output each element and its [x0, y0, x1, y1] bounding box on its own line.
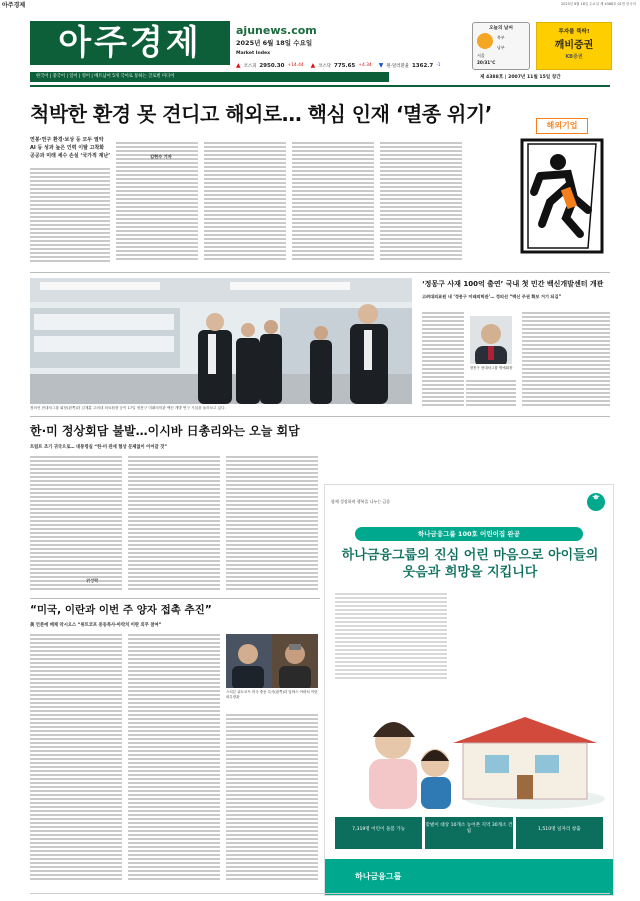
- hana-ad-body: [335, 591, 447, 681]
- weather-temp: 20/31°C: [477, 60, 496, 65]
- divider: [30, 85, 610, 87]
- down-arrow-icon: ▼: [378, 62, 384, 69]
- main-article-col-3: [204, 140, 286, 262]
- divider: [30, 272, 610, 273]
- summit-byline: 위성락: [86, 578, 99, 583]
- up-arrow-icon: ▲: [310, 62, 316, 69]
- subhead-3: 공공과 미래 세수 손실 ‘국가적 재난’: [30, 153, 111, 159]
- iran-article-col-2: [128, 632, 220, 882]
- hana-ad-stats: [335, 817, 603, 849]
- subhead-1: 연봉·연구 환경·보상 등 모두 열악: [30, 137, 104, 143]
- main-article-col-4: [292, 140, 374, 262]
- person-caption: 정몽구 현대차그룹 명예회장: [469, 366, 513, 370]
- weather-north: 북부: [497, 35, 505, 40]
- overseas-tag: 해외기업: [536, 118, 588, 134]
- weather-south: 남부: [497, 45, 505, 50]
- hana-logo-icon: ᄒ: [587, 493, 605, 511]
- site-url[interactable]: ajunews.com: [236, 24, 317, 37]
- topbar-date: 2025년 6월 18일 수요일 제 4388호 01면 한국어: [561, 2, 636, 6]
- issue-date: 2025년 6월 18일 수요일: [236, 39, 313, 47]
- hana-ad-tag: 함께 성장하며 행복을 나누는 금융: [331, 499, 391, 504]
- summit-subhead: 트럼프 조기 귀국으로… 대통령실 “한·미 관세 협상 문제없이 이어갈 것”: [30, 445, 168, 450]
- iran-subhead: 美 언론에 매체 악시오스 “위트코프 중동특사·아락치 이란 외무 참여”: [30, 623, 162, 628]
- summit-article-col-2: [128, 454, 220, 590]
- vaccine-article-col-2: [466, 378, 516, 408]
- iran-photo-caption: 스티븐 위트코프 미국 중동 특사(왼쪽)과 압바스 아락치 이란 외무장관: [226, 690, 318, 699]
- ad-hana-financial[interactable]: [324, 484, 614, 896]
- hana-stat-1: 7,319명 어린이 돌봄 가능: [335, 817, 422, 849]
- fx-label: 원·달러환율: [386, 63, 409, 69]
- weather-city: 서울: [477, 53, 485, 58]
- hana-ad-headline: 하나금융그룹의 진심 어린 마음으로 아이들의 웃음과 희망을 지킵니다: [341, 548, 599, 580]
- vaccine-article-col-3: [522, 310, 610, 406]
- weather-title: 오늘의 날씨: [489, 26, 513, 31]
- vaccine-article-col-1: [422, 310, 464, 406]
- divider: [30, 598, 320, 599]
- kosdaq-label: 코스닥: [318, 63, 332, 69]
- summit-article-col-3: [226, 454, 318, 590]
- iran-article-col-3: [226, 712, 318, 882]
- main-headline[interactable]: 척박한 환경 못 견디고 해외로… 핵심 인재 ‘멸종 위기’: [30, 102, 492, 126]
- lab-photo-illustration: [30, 278, 412, 404]
- hana-stat-2: 맞벌이 대상 10개소 농어촌 지역 30개소 건립: [425, 817, 512, 849]
- hana-ad-footer: [325, 859, 614, 895]
- hana-brand: 하나금융그룹: [355, 872, 402, 881]
- kosdaq-change: +4.34: [358, 63, 372, 68]
- kosdaq-value: 775.65: [334, 62, 356, 69]
- running-person-icon: [470, 118, 610, 262]
- vaccine-headline[interactable]: ‘정몽구 사재 100억 출연’ 국내 첫 민간 백신개발센터 개관: [422, 280, 604, 288]
- fx-value: 1362.7: [411, 62, 434, 69]
- ad-kb-line2: 깨비증권: [554, 40, 594, 51]
- divider: [30, 416, 610, 417]
- bottom-rule: [30, 893, 610, 894]
- iran-headline[interactable]: “미국, 이란과 이번 주 양자 접촉 추진”: [30, 604, 212, 616]
- weather-box: [472, 22, 530, 70]
- sun-icon: [477, 33, 493, 49]
- ad-kb-line1: 투자를 뚝딱!: [558, 29, 590, 35]
- photo-caption: 정의선 현대차그룹 회장(왼쪽)과 김재훈 고려대 의료원장 등이 17일 정몽구 미래의학관 백신 개발 연구 시설을 둘러보고 있다.: [30, 406, 226, 410]
- news-photo[interactable]: [30, 278, 412, 404]
- hana-ad-illustration: [335, 681, 605, 815]
- person-photo: [470, 316, 512, 364]
- exit-sign-graphic: [470, 118, 610, 262]
- summit-headline[interactable]: 한·미 정상회담 불발…이시바 日총리와는 오늘 회담: [30, 424, 300, 438]
- iran-article-col-1: [30, 632, 122, 882]
- iran-photo: [226, 634, 318, 688]
- ad-kb-brand: KB증권: [565, 54, 583, 60]
- vaccine-subhead: 고려대의료원 내 ‘정몽구 미래의학관’… 정의선 “백신 주권 확보 거기 되길”: [422, 294, 562, 299]
- issue-number: 제 4388호 | 2007년 11월 15일 창간: [480, 75, 561, 80]
- kospi-change: +14.44: [287, 63, 304, 68]
- main-byline: 김현수 기자: [150, 154, 172, 159]
- hana-ad-banner: 하나금융그룹 100호 어린이집 완공: [355, 527, 583, 541]
- subhead-2: AI 등 성과 높은 인력 이탈 고착화: [30, 145, 105, 151]
- masthead-logo[interactable]: 아주경제: [30, 21, 230, 65]
- market-index-row: [236, 61, 456, 70]
- fx-change: -1: [436, 63, 441, 68]
- tagline-bar: 한국어 | 중국어 | 일어 | 영어 | 베트남어 5개 국어로 통하는 글로벌 미디어: [30, 72, 389, 82]
- ad-kb-securities[interactable]: [536, 22, 612, 70]
- kospi-value: 2950.30: [259, 62, 285, 69]
- kospi-label: 코스피: [243, 63, 257, 69]
- up-arrow-icon: ▲: [236, 62, 241, 69]
- main-article-col-1: [30, 166, 110, 262]
- hana-stat-3: 1,510명 일자리 창출: [516, 817, 603, 849]
- main-article-col-5: [380, 140, 462, 262]
- market-index-label: Market Index: [236, 51, 271, 56]
- summit-article-col-1: [30, 454, 122, 590]
- topbar-brand: 아주경제: [2, 2, 26, 9]
